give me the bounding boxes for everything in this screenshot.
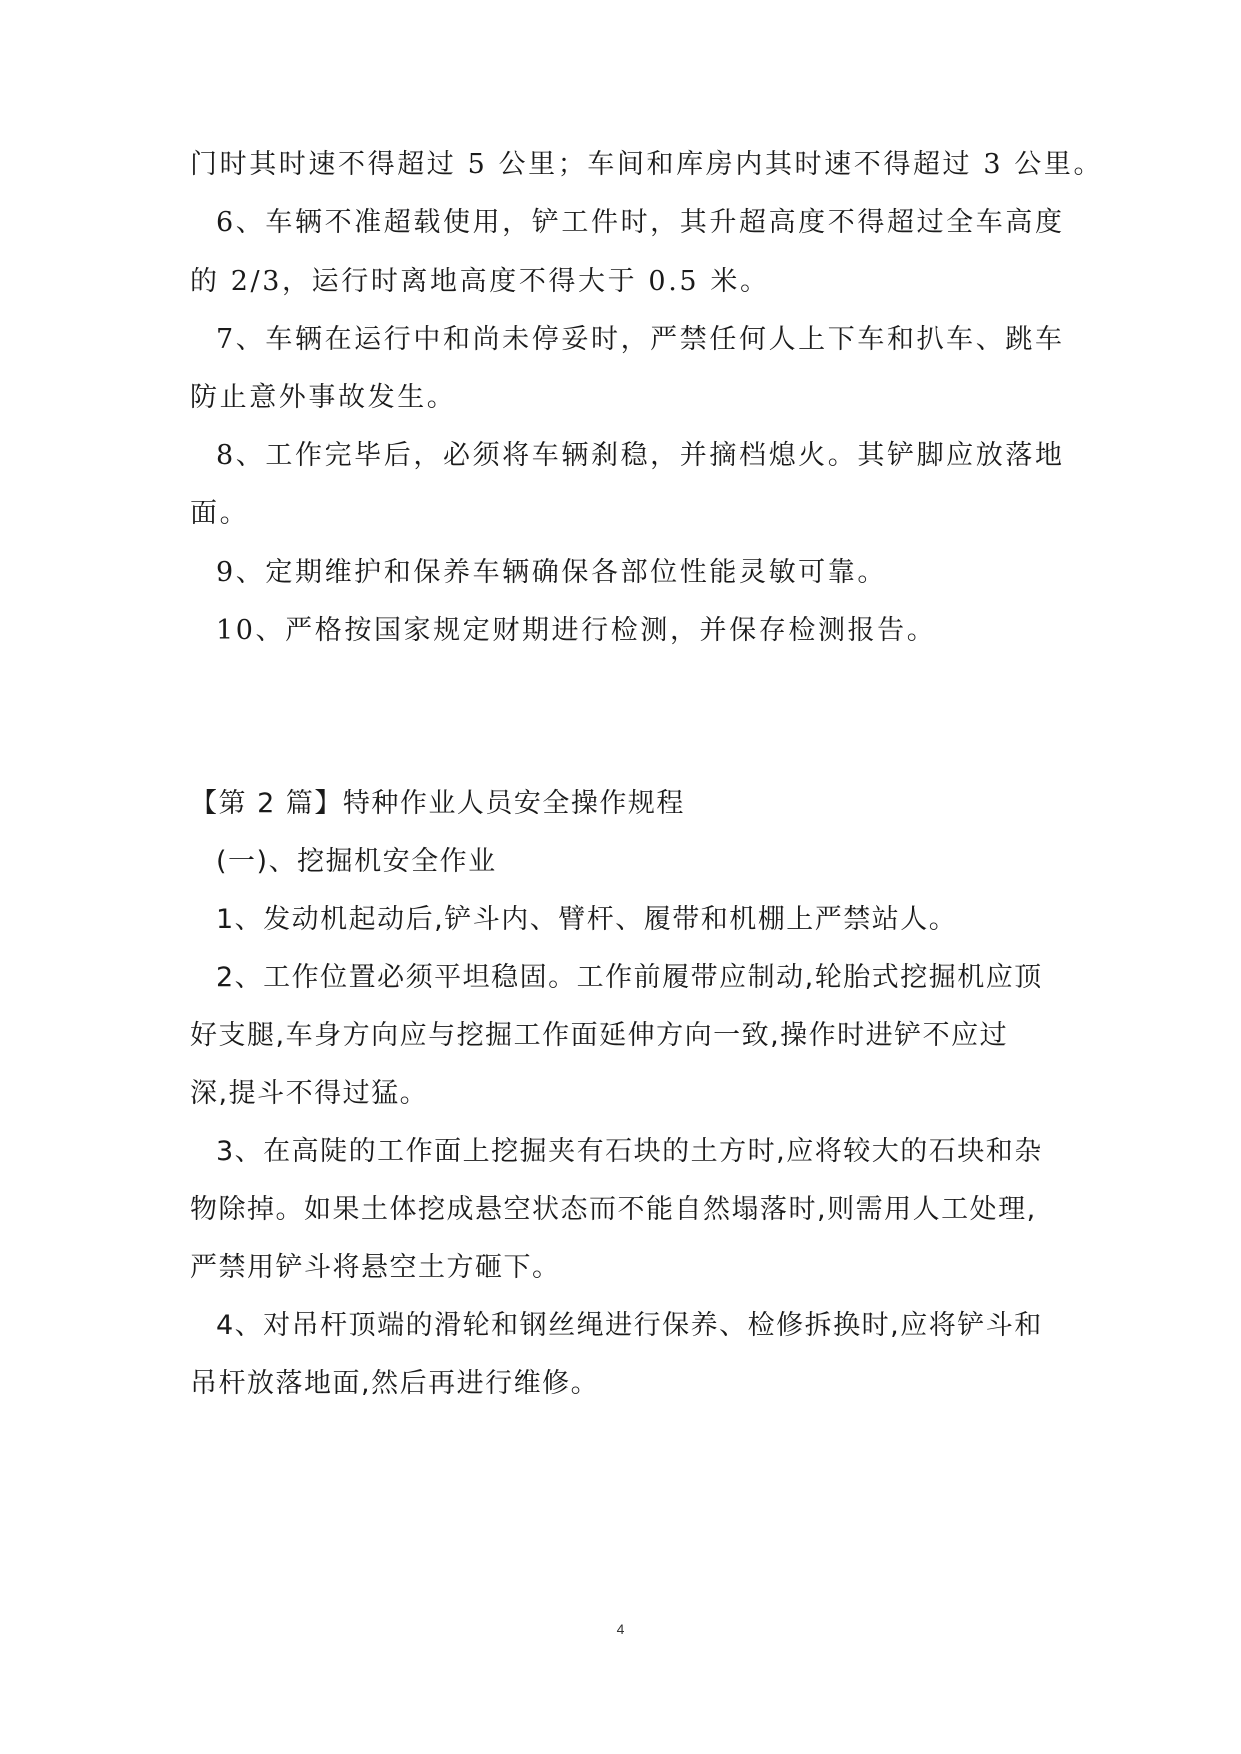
section-subtitle: (一)、挖掘机安全作业 <box>216 846 497 877</box>
paragraph-line: 1、发动机起动后,铲斗内、臂杆、履带和机棚上严禁站人。 <box>216 904 958 935</box>
paragraph-line: 门时其时速不得超过 5 公里；车间和库房内其时速不得超过 3 公里。 <box>190 149 1104 180</box>
paragraph-line: 严禁用铲斗将悬空土方砸下。 <box>190 1252 561 1283</box>
paragraph-line: 7、车辆在运行中和尚未停妥时，严禁任何人上下车和扒车、跳车 <box>216 324 1065 355</box>
paragraph-line: 3、在高陡的工作面上挖掘夹有石块的土方时,应将较大的石块和杂 <box>216 1136 1043 1167</box>
paragraph-line: 8、工作完毕后，必须将车辆刹稳，并摘档熄火。其铲脚应放落地 <box>216 440 1065 471</box>
paragraph-line: 的 2/3，运行时离地高度不得大于 0.5 米。 <box>190 266 770 297</box>
paragraph-line: 10、严格按国家规定财期进行检测，并保存检测报告。 <box>216 615 937 646</box>
paragraph-line: 4、对吊杆顶端的滑轮和钢丝绳进行保养、检修拆换时,应将铲斗和 <box>216 1310 1043 1341</box>
paragraph-line: 面。 <box>190 498 250 529</box>
section-title: 【第 2 篇】特种作业人员安全操作规程 <box>190 788 685 819</box>
page-number: 4 <box>616 1621 625 1637</box>
paragraph-line: 6、车辆不准超载使用，铲工件时，其升超高度不得超过全车高度 <box>216 207 1065 238</box>
paragraph-line: 防止意外事故发生。 <box>190 382 457 413</box>
paragraph-line: 好支腿,车身方向应与挖掘工作面延伸方向一致,操作时进铲不应过 <box>190 1020 1009 1051</box>
paragraph-line: 9、定期维护和保养车辆确保各部位性能灵敏可靠。 <box>216 557 887 588</box>
paragraph-line: 深,提斗不得过猛。 <box>190 1078 429 1109</box>
paragraph-line: 2、工作位置必须平坦稳固。工作前履带应制动,轮胎式挖掘机应顶 <box>216 962 1043 993</box>
paragraph-line: 物除掉。如果土体挖成悬空状态而不能自然塌落时,则需用人工处理, <box>190 1194 1037 1225</box>
paragraph-line: 吊杆放落地面,然后再进行维修。 <box>190 1368 600 1399</box>
